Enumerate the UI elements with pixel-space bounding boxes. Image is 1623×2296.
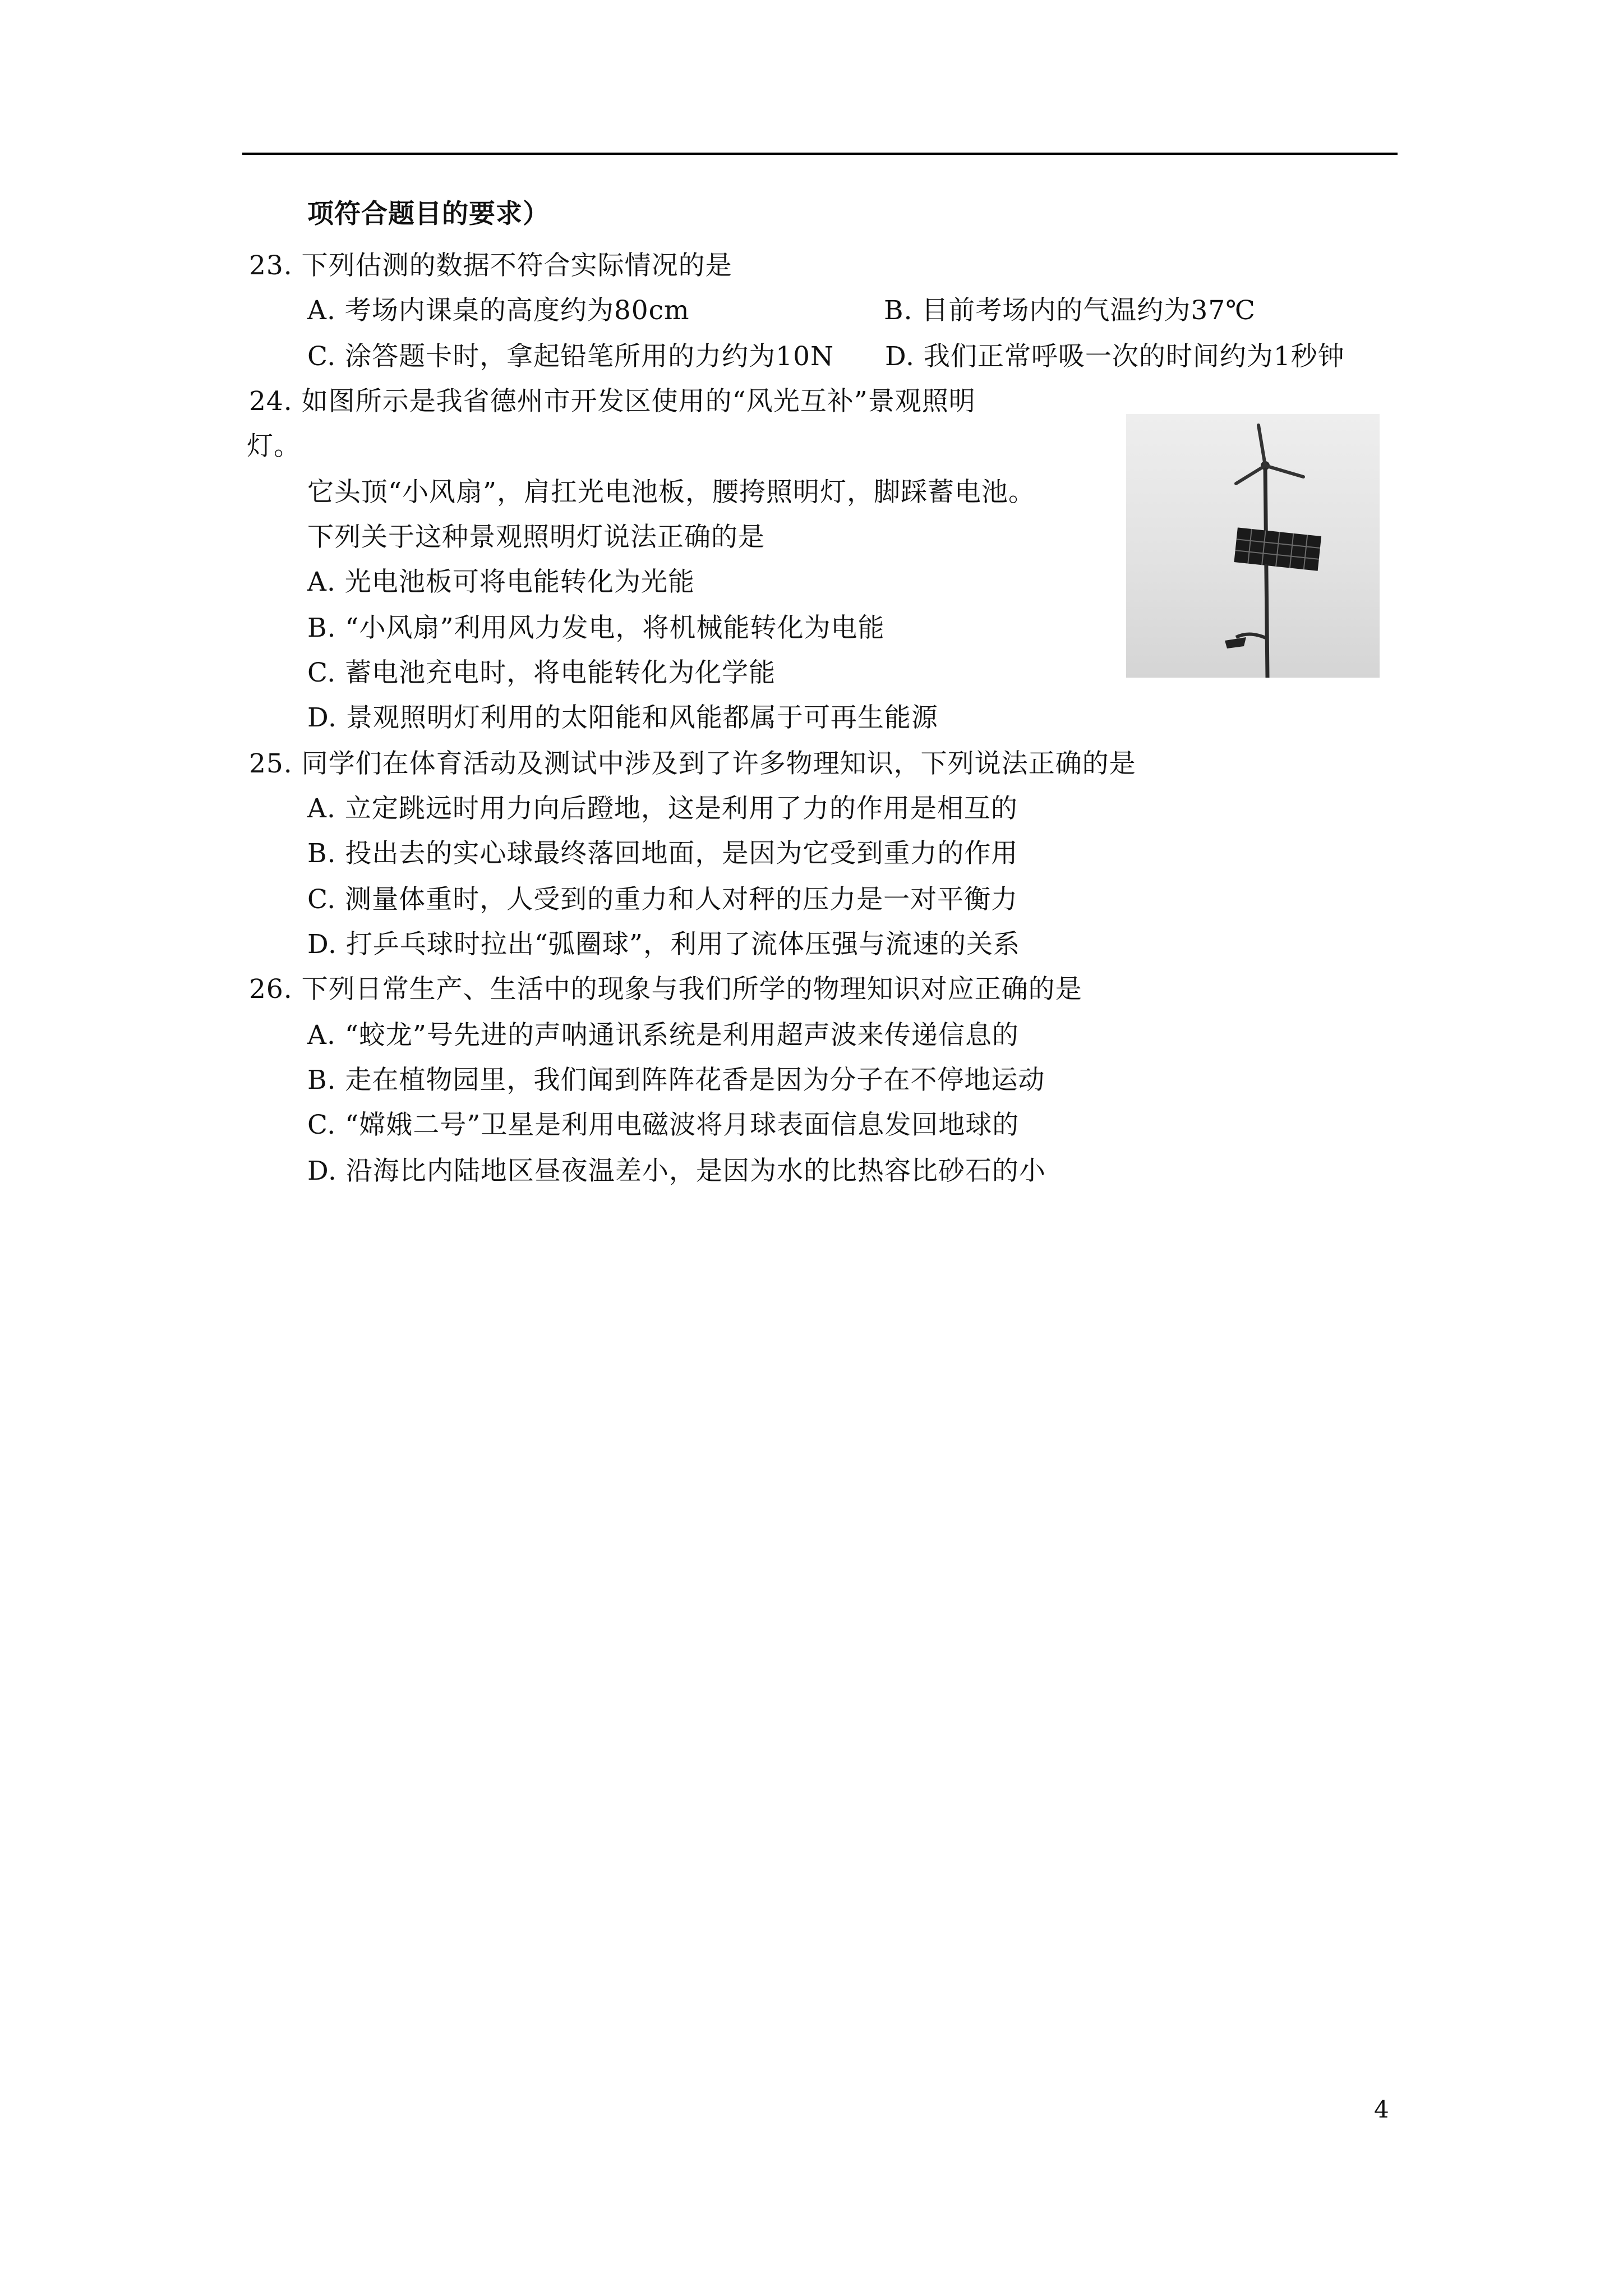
q24-option-a: A. 光电池板可将电能转化为光能 [307,567,695,597]
q23-stem: 23. 下列估测的数据不符合实际情况的是 [249,250,732,281]
turbine-blade [1258,425,1265,466]
q23-option-d: D. 我们正常呼吸一次的时间约为1秒钟 [885,341,1345,372]
streetlight-illustration [1126,414,1380,678]
turbine-blade [1236,466,1265,484]
q25-option-d: D. 打乒乓球时拉出“弧圈球”，利用了流体压强与流速的关系 [307,929,1020,960]
q24-option-d: D. 景观照明灯利用的太阳能和风能都属于可再生能源 [307,702,938,733]
q23-option-c: C. 涂答题卡时，拿起铅笔所用的力约为10N [307,341,834,372]
section-header-tail: 项符合题目的要求） [307,199,550,229]
q26-stem: 26. 下列日常生产、生活中的现象与我们所学的物理知识对应正确的是 [249,974,1082,1005]
q24-stem-line3: 它头顶“小风扇”，肩扛光电池板，腰挎照明灯，脚踩蓄电池。 [307,477,1036,508]
header-rule [242,153,1398,155]
q25-option-c: C. 测量体重时，人受到的重力和人对秤的压力是一对平衡力 [307,884,1018,915]
q26-option-d: D. 沿海比内陆地区昼夜温差小，是因为水的比热容比砂石的小 [307,1156,1046,1186]
q26-option-c: C. “嫦娥二号”卫星是利用电磁波将月球表面信息发回地球的 [307,1110,1020,1140]
q26-option-b: B. 走在植物园里，我们闻到阵阵花香是因为分子在不停地运动 [307,1065,1045,1096]
lamp-head [1225,637,1246,648]
q23-option-b: B. 目前考场内的气温约为37℃ [884,295,1256,326]
turbine-blade [1265,466,1303,477]
wind-solar-streetlight-photo [1126,414,1380,678]
solar-panel [1234,527,1321,570]
page-number: 4 [1374,2096,1389,2123]
q25-option-a: A. 立定跳远时用力向后蹬地，这是利用了力的作用是相互的 [307,793,1018,824]
lamp-arm [1236,634,1267,638]
q25-stem: 25. 同学们在体育活动及测试中涉及到了许多物理知识，下列说法正确的是 [249,748,1136,779]
q24-stem-line2: 灯。 [247,431,301,462]
q25-option-b: B. 投出去的实心球最终落回地面，是因为它受到重力的作用 [307,838,1018,869]
q24-stem-line4: 下列关于这种景观照明灯说法正确的是 [307,522,765,553]
q23-option-a: A. 考场内课桌的高度约为80cm [307,295,690,326]
q26-option-a: A. “蛟龙”号先进的声呐通讯系统是利用超声波来传递信息的 [307,1020,1019,1051]
q24-option-c: C. 蓄电池充电时，将电能转化为化学能 [307,657,776,688]
q24-stem-line1: 24. 如图所示是我省德州市开发区使用的“风光互补”景观照明 [249,386,976,417]
q24-option-b: B. “小风扇”利用风力发电，将机械能转化为电能 [307,613,885,643]
